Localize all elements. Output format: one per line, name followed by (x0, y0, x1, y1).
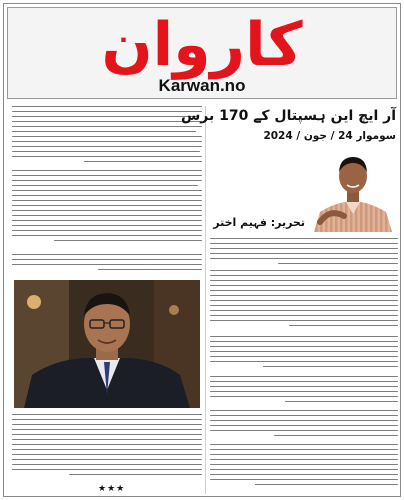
masthead (7, 7, 397, 99)
left-column (12, 104, 202, 496)
text-block-4 (12, 414, 202, 479)
text-block-8 (210, 376, 398, 406)
text-block-5 (210, 238, 398, 268)
right-column (180, 104, 398, 496)
article-date: سوموار 24 / جون / 2024 (263, 130, 396, 142)
text-block-7 (210, 336, 398, 371)
text-block-1 (12, 106, 202, 166)
article-byline: تحریر: فہیم اختر (213, 216, 305, 229)
text-block-9 (210, 410, 398, 440)
text-block-10 (210, 444, 398, 489)
column-divider (205, 106, 206, 494)
text-block-3 (12, 254, 202, 274)
logo-urdu: کاروان (101, 10, 303, 80)
logo-domain: Karwan.no (158, 76, 246, 95)
feature-photo (14, 280, 200, 408)
text-block-6 (210, 270, 398, 330)
end-mark: ★★★ (98, 484, 126, 494)
article-headline: آر ایچ این ہسپتال کے 170 برس (180, 108, 396, 124)
text-block-2 (12, 170, 202, 245)
author-photo (310, 146, 396, 232)
newspaper-page (3, 3, 401, 497)
